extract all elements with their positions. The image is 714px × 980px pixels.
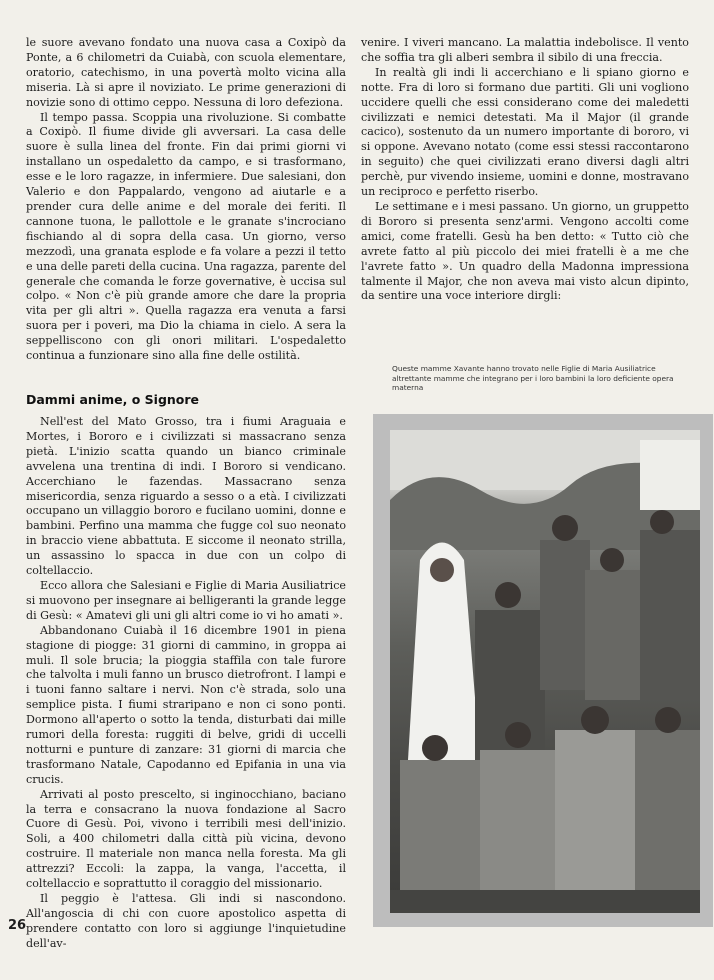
- paragraph: Il tempo passa. Scoppia una rivoluzione. Si combatte a Coxipò. Il fiume divide gli avversari. La casa delle suore è sulla linea del fronte. Fin dai primi giorni vi installano un ospedaletto da campo, e si trasformano, esse e le loro ragazze, in infermiere. Due salesiani, don Valerio e don Pappalardo, vengono ad aiutarle e a prender cura delle anime e del morale dei feriti. Il cannone tuona, le pallottole e le granate s'incrociano fischiando al di sopra della casa. Un giorno, verso mezzodì, una granata esplode e fa volare a pezzi il tetto e una delle pareti della cucina. Una ragazza, parente del generale che comanda le forze governative, è uccisa sul colpo. « Non c'è più grande amore che dare la propria vita per gli altri ». Quella ragazza era venuta a farsi suora per i poveri, ma Dio la chiama in cielo. A sera la seppelliscono con gli onori militari. L'ospedaletto continua a funzionare sino alla fine delle ostilità.: [26, 110, 346, 363]
- group-photo: [390, 430, 700, 913]
- paragraph: In realtà gli indi li accerchiano e li spiano giorno e notte. Fra di loro si formano due partiti. Gli uni vogliono uccidere quelli che essi considerano come dei maledetti civilizzati e nemici detestati. Ma il Major (il grande cacico), sostenuto da un numero importante di bororo, vi si oppone. Avevano notato (come essi stessi raccontarono in seguito) che quei civilizzati erano diversi dagli altri perchè, pur vivendo insieme, uomini e donne, mostravano un reciproco e perfetto riserbo.: [361, 65, 689, 199]
- paragraph: Nell'est del Mato Grosso, tra i fiumi Araguaia e Mortes, i Bororo e i civilizzati si massacrano senza pietà. L'inizio scatta quando un bianco criminale avvelena una trentina di indi. I Bororo si vendicano. Accerchiano le fazendas. Massacrano senza misericordia, senza riguardo a sesso o a età. I civilizzati occupano un villaggio bororo e fucilano uomini, donne e bambini. Perfino una mamma che fugge col suo neonato in braccio viene abbattuta. E siccome il neonato strilla, un assassino lo spacca in due con un colpo di coltellaccio.: [26, 415, 346, 578]
- photo-caption: Queste mamme Xavante hanno trovato nelle Figlie di Maria Ausiliatrice altrettante mamme che integrano per i loro bambini la loro deficiente opera materna: [392, 364, 674, 393]
- paragraph: Abbandonano Cuiabà il 16 dicembre 1901 in piena stagione di piogge: 31 giorni di cammino, in groppa ai muli. Il sole brucia; la pioggia staffila con tale furore che talvolta i muli fanno un brusco dietrofront. I lampi e i tuoni fanno saltare i nervi. Non c'è strada, solo una semplice pista. I fiumi straripano e non ci sono ponti. Dormono all'aperto o sotto la tenda, disturbati dai mille rumori della foresta: ruggiti di belve, gridi di uccelli notturni e punture di zanzare: 31 giorni di marcia che trasformano Natale, Capodanno ed Epifania in una via crucis.: [26, 623, 346, 786]
- page-number: 26: [8, 918, 27, 933]
- section-heading: Dammi anime, o Signore: [26, 392, 200, 407]
- left-column-bottom: [26, 415, 346, 952]
- paragraph: le suore avevano fondato una nuova casa a Coxipò da Ponte, a 6 chilometri da Cuiabà, con scuola elementare, oratorio, catechismo, in una povertà molto vicina alla miseria. Là si apre il noviziato. Le prime generazioni di novizie sono di ottimo ceppo. Nessuna di loro defeziona.: [26, 36, 346, 109]
- paragraph: Il peggio è l'attesa. Gli indi si nascondono. All'angoscia di chi con cuore apostolico aspetta di prendere contatto con loro si aggiunge l'inquietudine dell'av-: [26, 892, 346, 950]
- right-column: [361, 36, 689, 304]
- left-column-top: [26, 36, 346, 364]
- paragraph: Arrivati al posto prescelto, si inginocchiano, baciano la terra e consacrano la nuova fondazione al Sacro Cuore di Gesù. Poi, vivono i terribili mesi dell'inizio. Soli, a 400 chilometri dalla città più vicina, devono costruire. Il materiale non manca nella foresta. Ma gli attrezzi? Eccoli: la zappa, la vanga, l'accetta, il coltellaccio e soprattutto il coraggio del missionario.: [26, 787, 346, 891]
- paragraph: venire. I viveri mancano. La malattia indebolisce. Il vento che soffia tra gli alberi sembra il sibilo di una freccia.: [361, 36, 689, 64]
- photo-illustration: [390, 430, 700, 913]
- photo-frame: [373, 414, 713, 927]
- paragraph: Ecco allora che Salesiani e Figlie di Maria Ausiliatrice si muovono per insegnare ai belligeranti la grande legge di Gesù: « Amatevi gli uni gli altri come io vi ho amati ».: [26, 578, 346, 622]
- paragraph: Le settimane e i mesi passano. Un giorno, un gruppetto di Bororo si presenta senz'armi. Vengono accolti come amici, come fratelli. Gesù ha ben detto: « Tutto ciò che avrete fatto al più piccolo dei miei fratelli è a me che l'avrete fatto ». Un quadro della Madonna impressiona talmente il Major, che non aveva mai visto alcun dipinto, da sentire una voce interiore dirgli:: [361, 199, 689, 303]
